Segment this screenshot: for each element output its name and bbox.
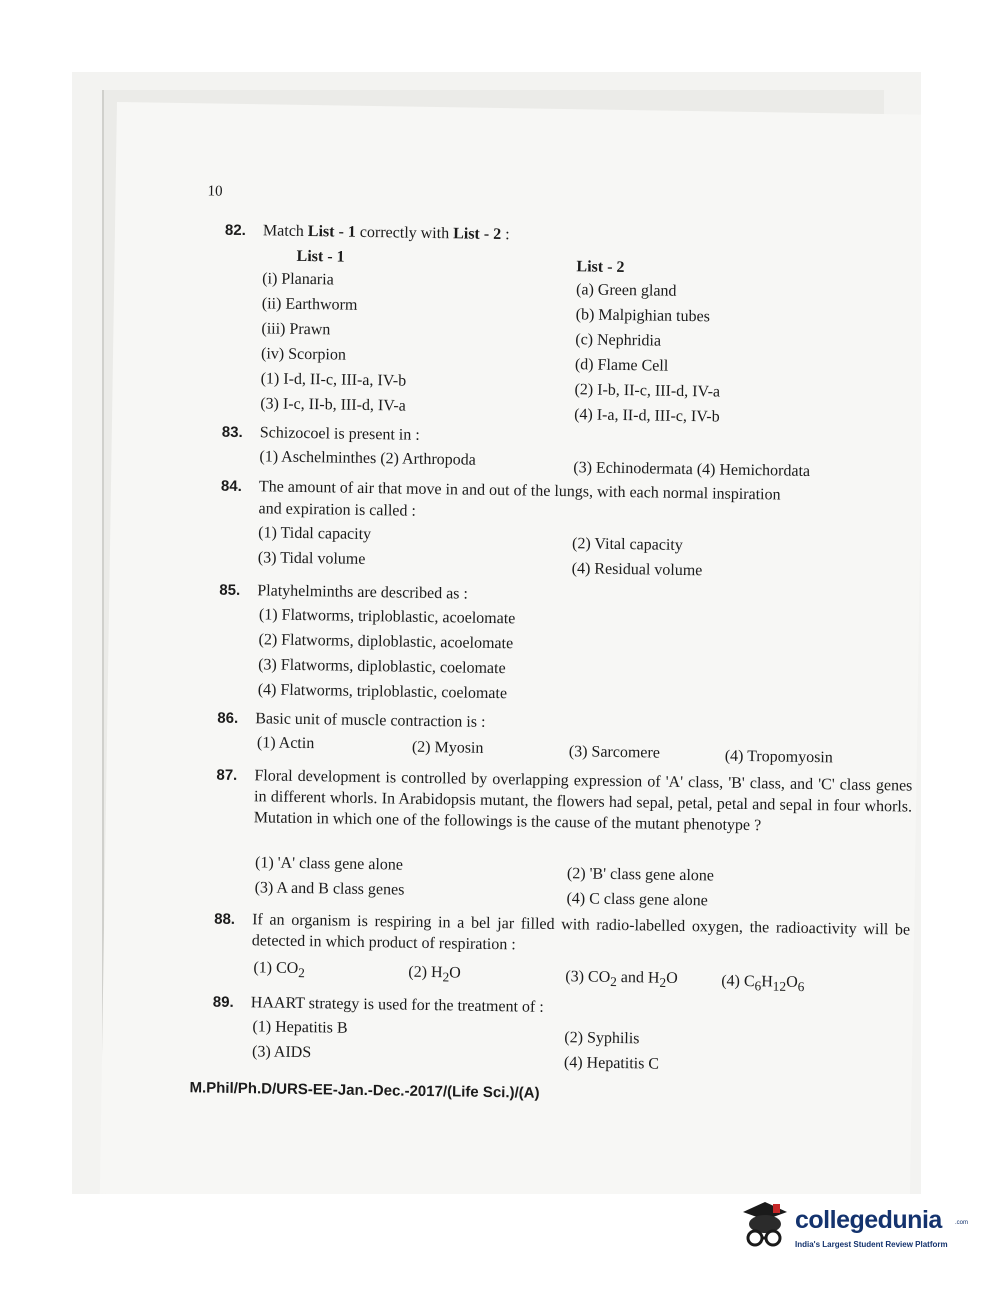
q89-stem: HAART strategy is used for the treatment of : — [250, 994, 544, 1016]
collegedunia-logo — [737, 1198, 967, 1258]
q88-number: 88. — [214, 910, 236, 928]
q85-option: (3) Flatworms, diploblastic, coelomate — [258, 656, 506, 678]
exam-sheet — [100, 102, 921, 1194]
logo-wordmark: collegedunia — [795, 1206, 942, 1234]
q87-text: Floral development is controlled by overlapping expression of 'A' class, 'B' class, and 'C' class genes in different whorls. In Arabidopsis mutant, the flowers had sepal, petal, petal and sepal in four whorls. Mutation in which one of the followings is the cause of the mutant phenotype ? — [253, 767, 913, 835]
q82-number: 82. — [224, 221, 246, 240]
q85-number: 85. — [219, 581, 241, 599]
q87-option: (3) A and B class genes — [254, 879, 405, 899]
q82-stem: Match List - 1 correctly with List - 2 : — [262, 222, 510, 244]
q84-option: (4) Residual volume — [571, 560, 703, 580]
q89-option: (3) AIDS — [251, 1043, 312, 1062]
q82-option: (3) I-c, II-b, III-d, IV-a — [260, 395, 406, 415]
q84-option: (3) Tidal volume — [257, 549, 366, 568]
q86-stem: Basic unit of muscle contraction is : — [255, 710, 486, 731]
q87-option: (4) C class gene alone — [566, 890, 708, 910]
q86-option: (2) Myosin — [411, 738, 484, 757]
q85-option: (2) Flatworms, diploblastic, acoelomate — [258, 631, 514, 653]
page-number: 10 — [207, 183, 223, 200]
q84-line2: and expiration is called : — [258, 500, 417, 520]
q89-option: (2) Syphilis — [564, 1029, 640, 1048]
q85-stem: Platyhelminths are described as : — [257, 582, 469, 603]
q82-option: (2) I-b, II-c, III-d, IV-a — [574, 381, 721, 401]
q88-option: (3) $CO_2$ and $H_2O$ — [565, 968, 678, 990]
list1-header: List - 1 — [296, 247, 345, 266]
q89-number: 89. — [212, 993, 234, 1011]
q84-number: 84. — [220, 477, 242, 496]
q83-options-right: (3) Echinodermata (4) Hemichordata — [573, 459, 811, 480]
logo-domain: .com — [955, 1220, 969, 1226]
list2-item: (a) Green gland — [575, 281, 677, 300]
q88-text: If an organism is respiring in a bel jar filled with radio-labelled oxygen, the radioactivity will be detected in which product of respiration : — [251, 911, 911, 954]
q89-option: (4) Hepatitis C — [563, 1054, 660, 1073]
q82-option: (4) I-a, II-d, III-c, IV-b — [574, 406, 720, 426]
q88-option: (2) $H_2O$ — [408, 963, 461, 985]
q85-option: (4) Flatworms, triploblastic, coelomate — [257, 681, 508, 703]
q88-option: (1) $CO_2$ — [253, 959, 306, 981]
q83-options-left: (1) Aschelminthes (2) Arthropoda — [259, 448, 476, 469]
list1-item: (i) Planaria — [262, 270, 334, 289]
scanned-page — [72, 72, 921, 1194]
q83-stem: Schizocoel is present in : — [259, 424, 420, 444]
q84-line1: The amount of air that move in and out of the lungs, with each normal inspiration — [258, 478, 781, 504]
graduate-mascot-icon — [737, 1198, 793, 1256]
list2-item: (b) Malpighian tubes — [575, 306, 711, 326]
q82-option: (1) I-d, II-c, III-a, IV-b — [260, 370, 407, 390]
list1-item: (ii) Earthworm — [261, 295, 358, 314]
list2-item: (c) Nephridia — [575, 331, 662, 350]
q85-option: (1) Flatworms, triploblastic, acoelomate — [258, 606, 516, 628]
q87-number: 87. — [216, 766, 238, 784]
q83-number: 83. — [221, 423, 243, 442]
list2-item: (d) Flame Cell — [574, 356, 669, 375]
q86-option: (4) Tropomyosin — [724, 747, 833, 767]
q86-option: (1) Actin — [256, 734, 315, 753]
q87-option: (1) 'A' class gene alone — [254, 854, 404, 874]
logo-tagline: India's Largest Student Review Platform — [795, 1240, 948, 1249]
q86-option: (3) Sarcomere — [568, 743, 661, 762]
paper-code-footer: M.Phil/Ph.D/URS-EE-Jan.-Dec.-2017/(Life Sci.)/(A) — [189, 1079, 540, 1102]
list2-header: List - 2 — [576, 258, 625, 276]
q86-number: 86. — [217, 709, 239, 727]
q89-option: (1) Hepatitis B — [252, 1018, 348, 1037]
q87-option: (2) 'B' class gene alone — [566, 865, 715, 885]
list1-item: (iv) Scorpion — [260, 345, 347, 364]
q84-option: (1) Tidal capacity — [258, 524, 372, 544]
q88-option: (4) $C_6H_{12}O_6$ — [721, 972, 805, 995]
q84-option: (2) Vital capacity — [571, 535, 683, 554]
list1-item: (iii) Prawn — [261, 320, 331, 339]
